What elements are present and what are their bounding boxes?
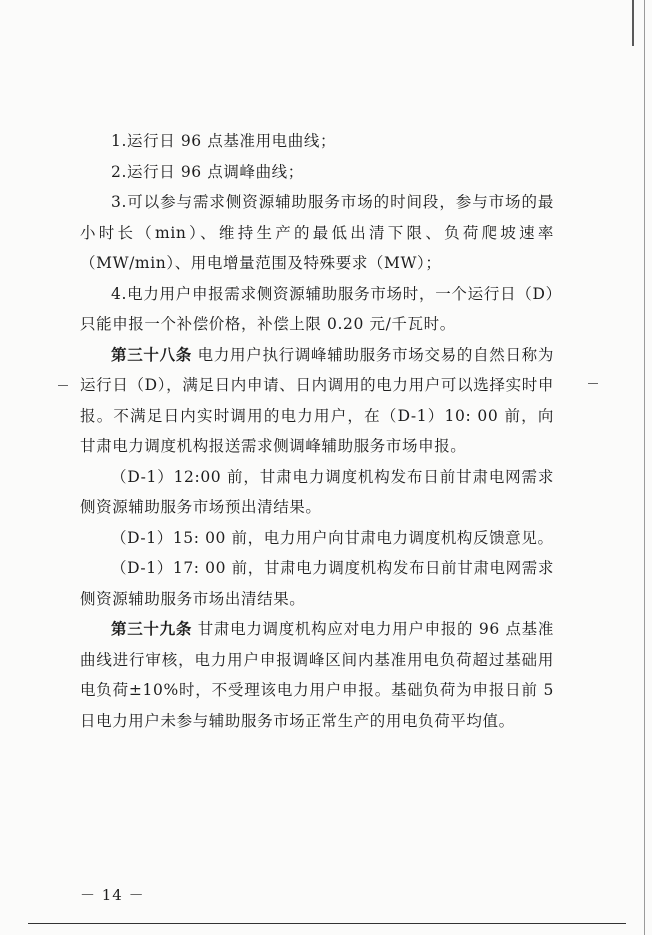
schedule-1200-paragraph: （D-1）12:00 前，甘肃电力调度机构发布日前甘肃电网需求侧资源辅助服务市场预出清结果。: [80, 467, 554, 516]
schedule-1700-paragraph: （D-1）17: 00 前，甘肃电力调度机构发布日前甘肃电网需求侧资源辅助服务市场出清结果。: [80, 559, 554, 608]
item-3-paragraph: 3.可以参与需求侧资源辅助服务市场的时间段，参与市场的最小时长（min）、维持生产的最低出清下限、负荷爬坡速率（MW/min）、用电增量范围及特殊要求（MW）；: [80, 193, 554, 272]
schedule-1500-paragraph: （D-1）15: 00 前，电力用户向甘肃电力调度机构反馈意见。: [111, 528, 554, 547]
footer-rule: [28, 923, 626, 924]
item-1-paragraph: 1.运行日 96 点基准用电曲线；: [111, 132, 337, 150]
document-body: [80, 126, 554, 736]
item-2-paragraph: 2.运行日 96 点调峰曲线；: [111, 162, 304, 181]
article-38-heading: 第三十八条: [111, 344, 193, 364]
article-38-paragraph: 第三十八条 电力用户执行调峰辅助服务市场交易的自然日称为运行日（D），满足日内申请、日内调用的电力用户可以选择实时申报。不满足日内实时调用的电力用户，在（D-1）10: 00 前，向甘肃电力调度机构报送需求侧调峰辅助服务市场申报。: [80, 344, 554, 455]
scan-edge-mark: [632, 0, 634, 46]
article-39-heading: 第三十九条: [111, 619, 193, 638]
article-39-paragraph: 第三十九条 甘肃电力调度机构应对电力用户申报的 96 点基准曲线进行审核，电力用户申报调峰区间内基准用电负荷超过基础用电负荷±10%时，不受理该电力用户申报。基础负荷为申报日前 5 日电力用户未参与辅助服务市场正常生产的用电负荷平均值。: [80, 619, 554, 730]
scan-speck: [58, 385, 68, 386]
scan-speck: [588, 383, 598, 384]
page-number: － 14 －: [80, 886, 145, 904]
scan-edge-line: [644, 0, 645, 935]
item-4-paragraph: 4.电力用户申报需求侧资源辅助服务市场时，一个运行日（D）只能申报一个补偿价格，补偿上限 0.20 元/千瓦时。: [80, 284, 554, 333]
